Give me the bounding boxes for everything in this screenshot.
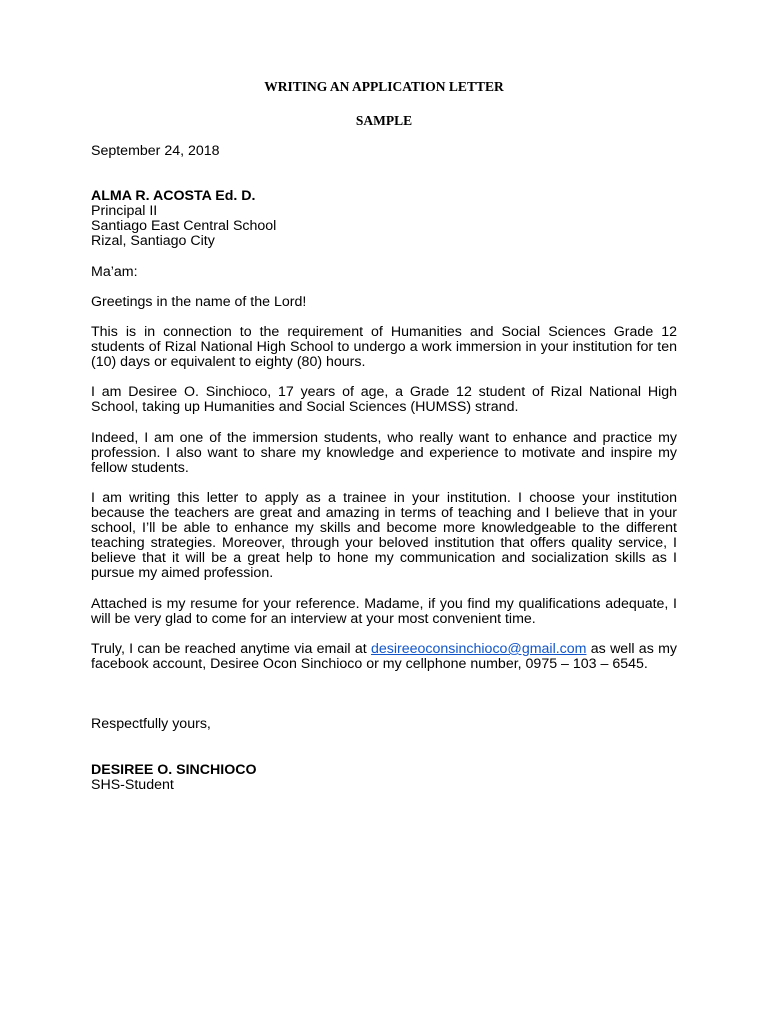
document-subtitle: SAMPLE [355, 113, 413, 128]
letter-date: September 24, 2018 [91, 143, 220, 159]
recipient-address: Rizal, Santiago City [91, 233, 215, 249]
document-title: WRITING AN APPLICATION LETTER [264, 79, 504, 94]
paragraph-introduction: I am Desiree O. Sinchioco, 17 years of age, a Grade 12 student of Rizal National High School, taking up Humanities and Social Sciences (HUMSS) strand. [91, 384, 677, 415]
paragraph-application: I am writing this letter to apply as a trainee in your institution. I choose your institution because the teachers are great and amazing in terms of teaching and I believe that in your school, I’ll be able to enhance my skills and become more knowledgeable to the different teaching strategies. Moreover, through your beloved institution that offers quality service, I believe that it will be a great help to hone my communication and socialization skills as I pursue my aimed profession. [91, 490, 677, 581]
contact-suffix: as well as my facebook account, Desiree Ocon Sinchioco or my cellphone number, 0975 – 103 – 6545. [91, 641, 677, 672]
signature-name: DESIREE O. SINCHIOCO [91, 762, 257, 778]
closing: Respectfully yours, [91, 716, 211, 732]
paragraph-contact [91, 642, 677, 672]
paragraph-resume: Attached is my resume for your reference. Madame, if you find my qualifications adequate, I will be very glad to come for an interview at your most convenient time. [91, 596, 677, 627]
paragraph-requirement: This is in connection to the requirement of Humanities and Social Sciences Grade 12 students of Rizal National High School to undergo a work immersion in your institution for ten (10) days or equivalent to eighty (80) hours. [91, 324, 677, 370]
signature-block [91, 763, 677, 793]
recipient-name: ALMA R. ACOSTA Ed. D. [91, 188, 256, 204]
paragraph-motivation: Indeed, I am one of the immersion students, who really want to enhance and practice my profession. I also want to share my knowledge and experience to motivate and inspire my fellow students. [91, 430, 677, 476]
recipient-block [91, 189, 677, 249]
email-link[interactable]: desireeoconsinchioco@gmail.com [370, 641, 587, 657]
greeting: Greetings in the name of the Lord! [91, 294, 307, 310]
signature-title: SHS-Student [91, 777, 174, 793]
recipient-school: Santiago East Central School [91, 218, 277, 234]
recipient-position: Principal II [91, 203, 158, 219]
contact-prefix: Truly, I can be reached anytime via email at [91, 641, 371, 657]
salutation: Ma’am: [91, 264, 138, 280]
